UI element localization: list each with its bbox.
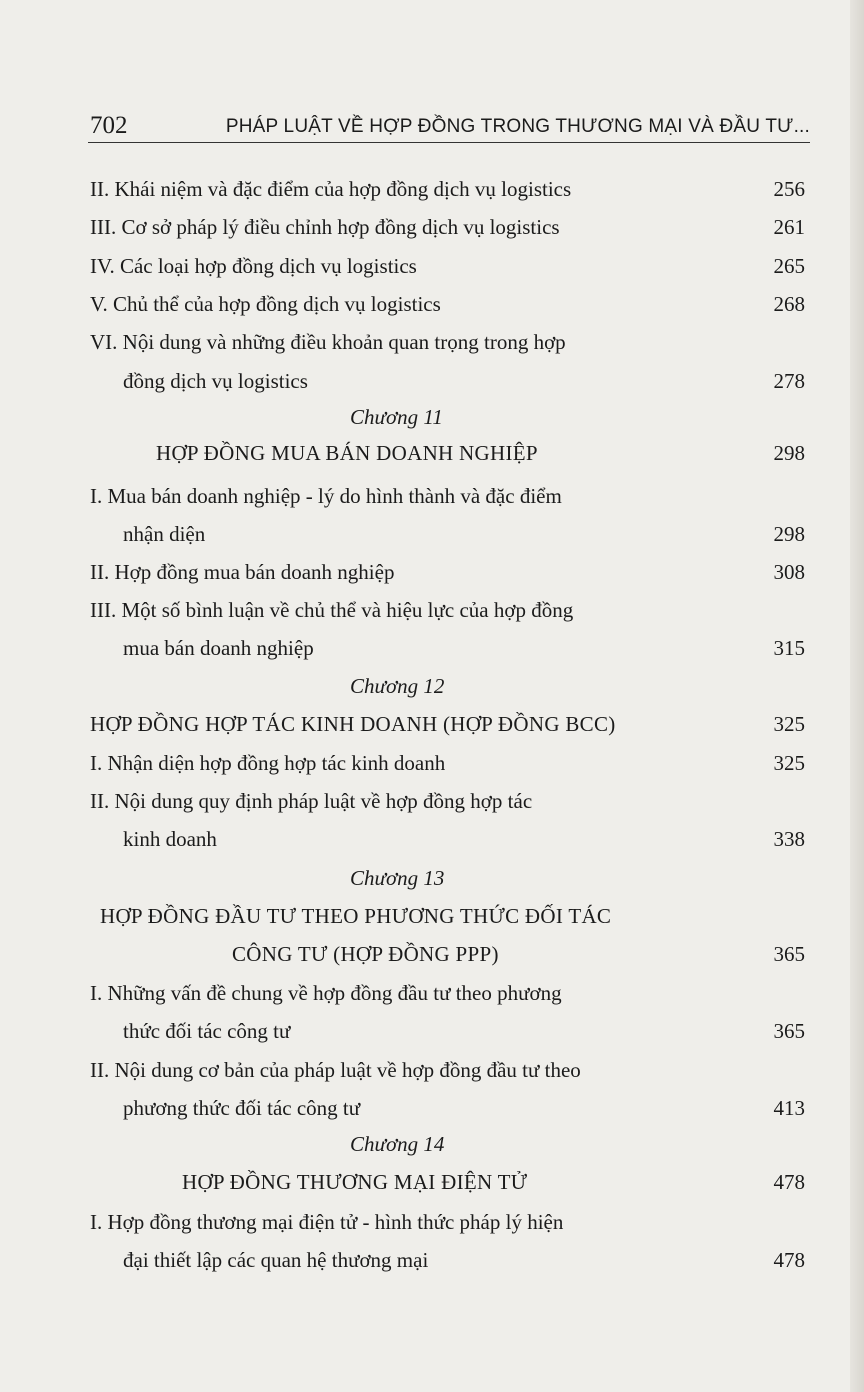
toc-entry-label: đồng dịch vụ logistics <box>123 369 308 393</box>
toc-entry-label: mua bán doanh nghiệp <box>123 636 314 660</box>
toc-entry-page: 338 <box>773 827 805 851</box>
chapter-page: 298 <box>773 441 805 465</box>
running-title: PHÁP LUẬT VỀ HỢP ĐỒNG TRONG THƯƠNG MẠI VÀ ĐẦU TƯ... <box>225 116 810 137</box>
toc-entry-page: 365 <box>773 1019 805 1043</box>
toc-entry-label: đại thiết lập các quan hệ thương mại <box>123 1248 429 1272</box>
chapter-label: Chương 12 <box>350 674 445 698</box>
toc-entry-label: II. Nội dung cơ bản của pháp luật về hợp đồng đầu tư theo <box>90 1058 581 1082</box>
toc-entry-label: II. Hợp đồng mua bán doanh nghiệp <box>90 560 395 584</box>
chapter-label: Chương 13 <box>350 866 445 890</box>
chapter-page: 365 <box>773 942 805 966</box>
toc-entry-page: 413 <box>773 1096 805 1120</box>
toc-entry-label: III. Một số bình luận về chủ thể và hiệu lực của hợp đồng <box>90 598 574 622</box>
chapter-label: Chương 14 <box>350 1132 445 1156</box>
toc-entry-label: VI. Nội dung và những điều khoản quan trọng trong hợp <box>90 330 566 354</box>
toc-entry-page: 478 <box>773 1248 805 1272</box>
chapter-title: HỢP ĐỒNG HỢP TÁC KINH DOANH (HỢP ĐỒNG BCC) <box>90 712 616 736</box>
toc-entry-label: I. Nhận diện hợp đồng hợp tác kinh doanh <box>90 751 446 775</box>
chapter-title: HỢP ĐỒNG ĐẦU TƯ THEO PHƯƠNG THỨC ĐỐI TÁC <box>100 904 612 928</box>
toc-entry-label: II. Khái niệm và đặc điểm của hợp đồng dịch vụ logistics <box>90 177 572 201</box>
toc-entry-label: I. Hợp đồng thương mại điện tử - hình thức pháp lý hiện <box>90 1210 564 1234</box>
toc-entry-label: thức đối tác công tư <box>123 1019 291 1043</box>
toc-entry-label: IV. Các loại hợp đồng dịch vụ logistics <box>90 254 417 278</box>
chapter-title: HỢP ĐỒNG THƯƠNG MẠI ĐIỆN TỬ <box>182 1170 528 1194</box>
toc-entry-label: nhận diện <box>123 522 206 546</box>
toc-entry-page: 268 <box>773 292 805 316</box>
chapter-label: Chương 11 <box>350 405 443 429</box>
toc-entry-label: kinh doanh <box>123 827 217 851</box>
toc-entry-page: 315 <box>773 636 805 660</box>
chapter-title: CÔNG TƯ (HỢP ĐỒNG PPP) <box>232 942 499 966</box>
toc-entry-page: 265 <box>773 254 805 278</box>
toc-entry-page: 308 <box>773 560 805 584</box>
toc-entry-label: III. Cơ sở pháp lý điều chỉnh hợp đồng dịch vụ logistics <box>90 215 560 239</box>
toc-entry-page: 298 <box>773 522 805 546</box>
toc-entry-page: 325 <box>773 751 805 775</box>
toc-entry-label: II. Nội dung quy định pháp luật về hợp đồng hợp tác <box>90 789 533 813</box>
chapter-page: 325 <box>773 712 805 736</box>
page-number: 702 <box>90 112 128 139</box>
toc-entry-label: I. Những vấn đề chung về hợp đồng đầu tư theo phương <box>90 981 562 1005</box>
chapter-page: 478 <box>773 1170 805 1194</box>
toc-entry-page: 256 <box>773 177 805 201</box>
toc-entry-label: I. Mua bán doanh nghiệp - lý do hình thành và đặc điểm <box>90 484 562 508</box>
toc-entry-page: 278 <box>773 369 805 393</box>
chapter-title: HỢP ĐỒNG MUA BÁN DOANH NGHIỆP <box>156 441 538 465</box>
toc-entry-label: V. Chủ thể của hợp đồng dịch vụ logistics <box>90 292 441 316</box>
toc-entry-label: phương thức đối tác công tư <box>123 1096 361 1120</box>
page-header <box>90 112 810 142</box>
header-rule <box>88 142 810 143</box>
toc-entry-page: 261 <box>773 215 805 239</box>
